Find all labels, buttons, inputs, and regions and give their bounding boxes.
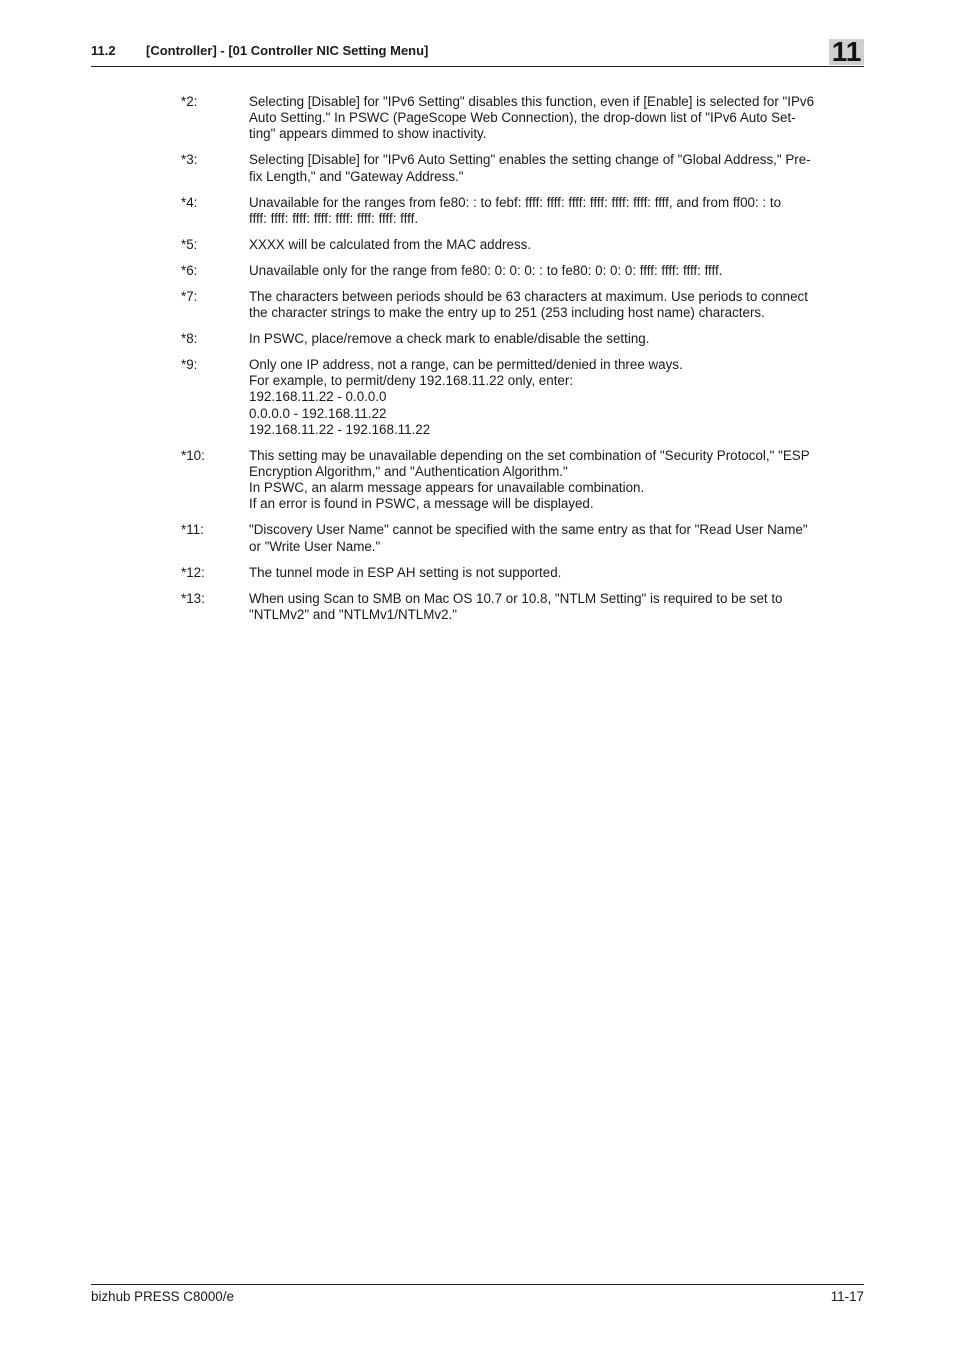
footnote-marker: *7: [181,288,198,304]
footnote-line: In PSWC, an alarm message appears for unavailable combination. [249,480,645,496]
footnote-text [249,289,853,321]
footnote-text [249,195,853,227]
footnote-item [181,94,853,143]
footnote-item [181,195,853,227]
footnote-line: XXXX will be calculated from the MAC address. [249,236,532,252]
footnote-text [249,522,853,554]
footnote-line: Only one IP address, not a range, can be permitted/denied in three ways. [249,357,683,373]
footnote-marker: *2: [181,94,198,109]
footnote-line: The tunnel mode in ESP AH setting is not supported. [249,564,562,580]
footnote-item [181,565,853,581]
page-header [91,36,864,67]
footnote-line: 0.0.0.0 - 192.168.11.22 [249,405,387,421]
footnote-item [181,591,853,623]
footnote-line: Auto Setting." In PSWC (PageScope Web Connection), the drop-down list of "IPv6 Auto Set- [249,110,796,126]
footnote-line: This setting may be unavailable depending on the set combination of "Security Protocol," "ESP [249,447,810,463]
footnote-line: When using Scan to SMB on Mac OS 10.7 or 10.8, "NTLM Setting" is required to be set to [249,590,783,606]
footnote-line: the character strings to make the entry up to 251 (253 including host name) characters. [249,305,765,321]
footnote-item [181,237,853,253]
footnote-text [249,565,853,581]
chapter-number: 11 [831,36,862,67]
page-number: 11-17 [830,1289,864,1304]
section-title: [Controller] - [01 Controller NIC Setting Menu] [146,43,429,58]
footnote-item [181,357,853,438]
footnote-line: fix Length," and "Gateway Address." [249,168,464,184]
footnote-text [249,94,853,143]
footnote-item [181,331,853,347]
footnote-text [249,152,853,184]
footnote-line: Selecting [Disable] for "IPv6 Setting" disables this function, even if [Enable] is selected for "IPv6 [249,94,815,109]
footnote-marker: *9: [181,357,198,373]
footnote-marker: *5: [181,236,198,252]
page-footer [91,1284,864,1309]
footnote-text [249,591,853,623]
footnote-line: ffff: ffff: ffff: ffff: ffff: ffff: ffff: ffff. [249,210,419,226]
footnote-item [181,522,853,554]
footnote-item [181,289,853,321]
footnote-line: The characters between periods should be 63 characters at maximum. Use periods to connect [249,288,808,304]
footnote-marker: *3: [181,152,198,168]
section-number: 11.2 [91,43,116,58]
product-name: bizhub PRESS C8000/e [91,1289,234,1304]
footnote-line: 192.168.11.22 - 0.0.0.0 [249,389,387,405]
footnote-marker: *8: [181,331,198,347]
footnote-line: In PSWC, place/remove a check mark to enable/disable the setting. [249,331,650,347]
footnote-marker: *12: [181,564,205,580]
footnote-item [181,263,853,279]
footnote-marker: *13: [181,590,205,606]
footnote-line: "Discovery User Name" cannot be specified with the same entry as that for "Read User Name" [249,522,808,538]
footnote-text [249,331,853,347]
footnote-line: Encryption Algorithm," and "Authentication Algorithm." [249,464,568,480]
footnote-line: 192.168.11.22 - 192.168.11.22 [249,421,431,437]
footnote-line: If an error is found in PSWC, a message will be displayed. [249,496,594,512]
footnote-list [181,94,853,633]
footnote-line: Unavailable for the ranges from fe80: : to febf: ffff: ffff: ffff: ffff: ffff: ffff: ffff, and from ff00: : to [249,194,782,210]
footnote-line: ting" appears dimmed to show inactivity. [249,126,487,142]
chapter-tab [829,36,864,67]
footnote-line: or "Write User Name." [249,538,381,554]
footnote-marker: *6: [181,262,198,278]
footnote-line: "NTLMv2" and "NTLMv1/NTLMv2." [249,606,458,622]
footnote-text [249,357,853,438]
footnote-marker: *11: [181,522,204,538]
footnote-text [249,237,853,253]
footnote-marker: *10: [181,447,205,463]
footnote-text [249,263,853,279]
footnote-marker: *4: [181,194,198,210]
footnote-line: Selecting [Disable] for "IPv6 Auto Setting" enables the setting change of "Global Address," Pre- [249,152,811,168]
footnote-item [181,448,853,513]
footnote-line: Unavailable only for the range from fe80: 0: 0: 0: : to fe80: 0: 0: 0: ffff: ffff: ffff: ffff. [249,262,723,278]
footnote-line: For example, to permit/deny 192.168.11.22 only, enter: [249,373,574,389]
footnote-item [181,152,853,184]
footnote-text [249,448,853,513]
